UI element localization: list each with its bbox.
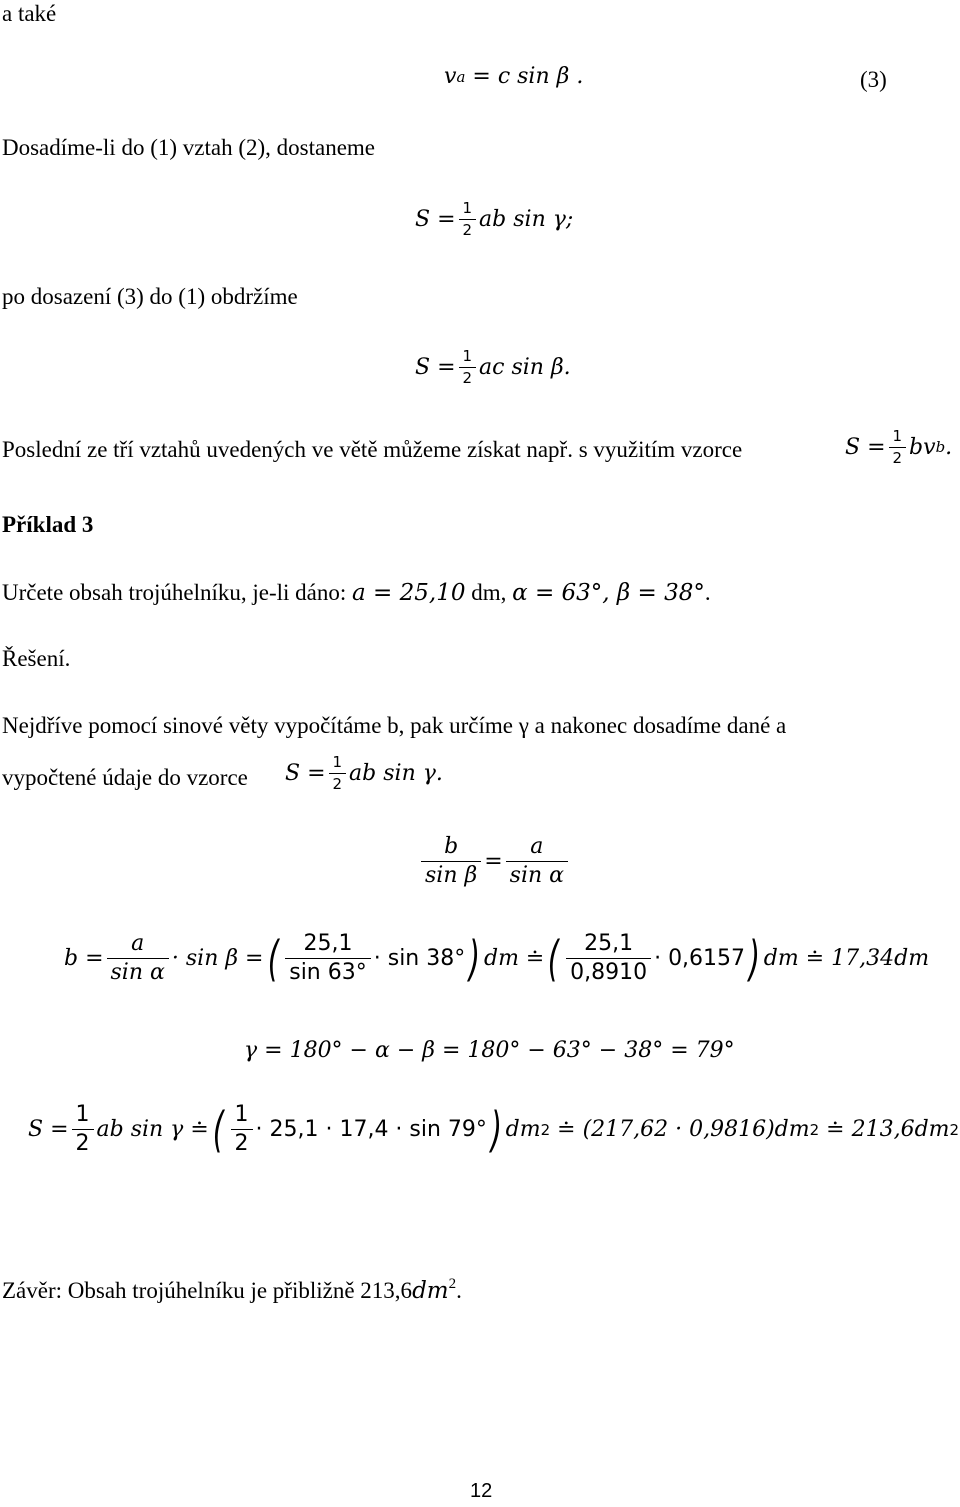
equation-sine-law	[418, 835, 571, 888]
s-calc-lhs: S =	[28, 1117, 69, 1143]
frac-den: 2	[72, 1129, 94, 1156]
fraction-one-half	[231, 1103, 253, 1156]
equation-s-ab	[415, 200, 573, 238]
equation-3	[444, 64, 583, 89]
right-paren: )	[748, 930, 761, 987]
left-paren: (	[267, 930, 279, 987]
s-calc-t1: ab sin γ ≐	[96, 1117, 209, 1143]
task-math-angles: α = 63°, β = 38°	[512, 580, 705, 606]
fraction-a-sinalpha	[107, 932, 169, 985]
s-calc-t5: ≐ 213,6dm	[819, 1117, 950, 1143]
left-paren: (	[212, 1101, 224, 1158]
equation-s-ac	[415, 348, 571, 386]
frac-den: 2	[459, 219, 477, 239]
eq-s2-lhs: S =	[415, 354, 456, 380]
b-calc-lhs: b =	[64, 946, 104, 972]
example-title: Příklad 3	[2, 512, 94, 537]
frac-den: 0,8910	[566, 958, 651, 985]
eq-p4-lhs: S =	[845, 434, 886, 460]
frac-den: sin 63°	[285, 958, 371, 985]
b-calc-t2: · sin 38°	[373, 946, 466, 972]
right-paren: )	[490, 1101, 502, 1158]
equals-sign: =	[484, 849, 503, 875]
fraction-one-half	[889, 428, 907, 466]
frac-num: 1	[234, 1102, 249, 1127]
equation-3-label: (3)	[860, 67, 887, 92]
equation-s-calc	[28, 1103, 959, 1156]
conclusion-text: Závěr: Obsah trojúhelníku je přibližně 213,6	[2, 1278, 413, 1303]
frac-num: a	[530, 834, 544, 859]
eq-s2-rhs: ac sin β.	[479, 354, 571, 380]
page-number: 12	[470, 1480, 493, 1502]
frac-den: 2	[459, 367, 477, 387]
frac-num: b	[444, 834, 459, 859]
equation-s-bvb	[845, 428, 952, 466]
fraction-25-sin63	[285, 932, 371, 985]
fraction-one-half	[329, 754, 347, 792]
text-dosadime: Dosadíme-li do (1) vztah (2), dostaneme	[2, 135, 375, 160]
frac-num: 1	[462, 347, 473, 365]
task-unit: dm,	[465, 580, 513, 605]
b-calc-t4: · 0,6157	[654, 946, 746, 972]
b-calc-t1: · sin β =	[171, 946, 264, 972]
eq3-rhs: = c sin β .	[472, 64, 584, 89]
eq3-lhs: v	[444, 64, 457, 89]
superscript-2: 2	[949, 1120, 960, 1139]
task-end: .	[704, 580, 711, 605]
conclusion-unit: dm	[412, 1278, 449, 1304]
text-vypoctene: vypočtené údaje do vzorce	[2, 765, 248, 790]
text-nejdrive: Nejdříve pomocí sinové věty vypočítáme b, pak určíme γ a nakonec dosadíme dané a	[2, 713, 787, 738]
eq-s1-rhs: ab sin γ;	[479, 206, 574, 232]
fraction-b-sinbeta	[421, 835, 481, 888]
equation-b-calc	[64, 932, 929, 985]
superscript-2: 2	[809, 1120, 820, 1139]
eq-s1-lhs: S =	[415, 206, 456, 232]
task-line	[2, 579, 711, 607]
right-paren: )	[468, 930, 481, 987]
eq3-lhs-sub: a	[456, 67, 466, 86]
solution-label: Řešení.	[2, 646, 71, 671]
b-calc-t3: dm ≐	[483, 946, 545, 972]
text-posledni: Poslední ze tří vztahů uvedených ve větě můžeme získat např. s využitím vzorce	[2, 437, 743, 462]
s-calc-t3: dm	[505, 1117, 541, 1143]
frac-den: 2	[231, 1129, 253, 1156]
task-text: Určete obsah trojúhelníku, je-li dáno:	[2, 580, 347, 605]
equation-s-formula	[285, 754, 443, 792]
text-po-dosazeni: po dosazení (3) do (1) obdržíme	[2, 284, 298, 309]
fraction-one-half	[459, 200, 477, 238]
frac-den: sin α	[107, 958, 169, 985]
equation-gamma-calc: γ = 180° − α − β = 180° − 63° − 38° = 79°	[244, 1038, 735, 1063]
eq-p6-lhs: S =	[285, 760, 326, 786]
fraction-a-sinalpha	[506, 835, 568, 888]
superscript-2: 2	[540, 1120, 551, 1139]
frac-num: 25,1	[584, 931, 634, 956]
frac-num: a	[131, 931, 145, 956]
frac-num: 25,1	[303, 931, 353, 956]
text-a-take: a také	[2, 1, 57, 26]
frac-num: 1	[332, 753, 343, 771]
fraction-25-08910	[566, 932, 651, 985]
conclusion-end: .	[456, 1278, 462, 1303]
s-calc-t2: · 25,1 · 17,4 · sin 79°	[255, 1117, 487, 1143]
task-math-a: a = 25,10	[352, 580, 466, 606]
fraction-one-half	[72, 1103, 94, 1156]
b-calc-t5: dm ≐ 17,34dm	[763, 946, 930, 972]
fraction-one-half	[459, 348, 477, 386]
frac-den: sin α	[506, 861, 568, 888]
eq-p4-end: .	[945, 434, 953, 460]
frac-den: 2	[329, 773, 347, 793]
left-paren: (	[548, 930, 560, 987]
frac-num: 1	[75, 1102, 90, 1127]
s-calc-t4: ≐ (217,62 · 0,9816)dm	[550, 1117, 810, 1143]
frac-num: 1	[892, 427, 903, 445]
frac-num: 1	[462, 199, 473, 217]
frac-den: sin β	[421, 861, 481, 888]
eq-p6-rhs: ab sin γ.	[349, 760, 443, 786]
superscript-2: 2	[448, 1276, 457, 1292]
conclusion	[2, 1270, 462, 1305]
eq-p4-rhs: bv	[909, 434, 936, 460]
eq-p4-sub: b	[935, 438, 946, 456]
frac-den: 2	[889, 447, 907, 467]
